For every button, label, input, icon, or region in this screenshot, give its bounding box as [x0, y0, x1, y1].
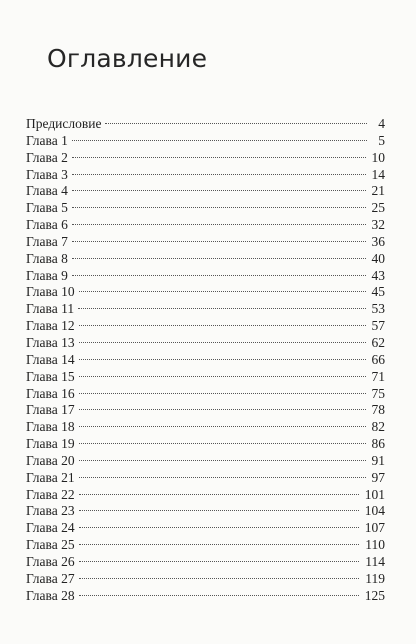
- dot-leader: [72, 157, 366, 158]
- toc-entry[interactable]: [26, 386, 385, 403]
- toc-entry-label: Глава 26: [26, 553, 75, 569]
- toc-entry-label: Глава 5: [26, 200, 68, 216]
- toc-entry[interactable]: [26, 503, 385, 520]
- dot-leader: [72, 140, 367, 141]
- toc-entry-page-number: 57: [371, 318, 385, 334]
- toc-entry-page-number: 25: [371, 200, 385, 216]
- toc-entry-page-number: 71: [371, 368, 385, 384]
- toc-entry-page-number: 125: [364, 587, 385, 603]
- toc-entry-page-number: 82: [371, 419, 385, 435]
- toc-entry-label: Глава 11: [26, 301, 75, 317]
- dot-leader: [79, 291, 366, 292]
- toc-entry[interactable]: [26, 453, 385, 470]
- dot-leader: [79, 359, 366, 360]
- toc-entry[interactable]: [26, 200, 385, 217]
- dot-leader: [72, 190, 366, 191]
- dot-leader: [78, 308, 365, 309]
- toc-entry-label: Глава 6: [26, 217, 68, 233]
- toc-entry-label: Глава 25: [26, 537, 75, 553]
- toc-entry-page-number: 45: [371, 284, 385, 300]
- toc-entry-page-number: 21: [371, 183, 385, 199]
- toc-entry-page-number: 119: [365, 570, 385, 586]
- toc-entry-page-number: 36: [371, 233, 385, 249]
- toc-entry-page-number: 101: [364, 486, 385, 502]
- toc-entry-label: Глава 3: [26, 166, 68, 182]
- toc-entry-label: Глава 15: [26, 368, 75, 384]
- table-of-contents: [26, 116, 385, 604]
- toc-entry[interactable]: [26, 318, 385, 335]
- toc-entry[interactable]: [26, 588, 385, 605]
- dot-leader: [72, 174, 366, 175]
- dot-leader: [79, 578, 360, 579]
- toc-entry-label: Глава 23: [26, 503, 75, 519]
- dot-leader: [72, 241, 366, 242]
- toc-entry[interactable]: [26, 116, 385, 133]
- toc-entry-label: Глава 28: [26, 587, 75, 603]
- dot-leader: [72, 258, 366, 259]
- toc-entry[interactable]: [26, 554, 385, 571]
- toc-entry[interactable]: [26, 335, 385, 352]
- toc-entry-page-number: 104: [364, 503, 385, 519]
- dot-leader: [79, 426, 366, 427]
- toc-entry-label: Глава 13: [26, 334, 75, 350]
- toc-entry[interactable]: [26, 470, 385, 487]
- toc-entry[interactable]: [26, 571, 385, 588]
- toc-entry[interactable]: [26, 234, 385, 251]
- toc-entry-page-number: 97: [371, 469, 385, 485]
- toc-entry-label: Глава 14: [26, 351, 75, 367]
- toc-entry-label: Глава 8: [26, 250, 68, 266]
- toc-entry-page-number: 43: [371, 267, 385, 283]
- toc-entry-page-number: 53: [371, 301, 385, 317]
- toc-entry-label: Глава 24: [26, 520, 75, 536]
- dot-leader: [79, 325, 366, 326]
- toc-entry-label: Глава 17: [26, 402, 75, 418]
- toc-entry[interactable]: [26, 183, 385, 200]
- toc-entry-label: Глава 10: [26, 284, 75, 300]
- toc-entry-page-number: 91: [371, 452, 385, 468]
- dot-leader: [79, 342, 366, 343]
- toc-entry-label: Глава 19: [26, 436, 75, 452]
- page-title: Оглавление: [47, 44, 208, 73]
- toc-entry[interactable]: [26, 301, 385, 318]
- toc-entry-page-number: 32: [371, 217, 385, 233]
- dot-leader: [79, 561, 360, 562]
- toc-entry-page-number: 86: [371, 436, 385, 452]
- dot-leader: [79, 595, 359, 596]
- toc-entry-page-number: 110: [365, 537, 385, 553]
- dot-leader: [79, 409, 366, 410]
- toc-entry-label: Глава 4: [26, 183, 68, 199]
- toc-entry-page-number: 114: [365, 553, 385, 569]
- toc-entry[interactable]: [26, 402, 385, 419]
- toc-entry[interactable]: [26, 268, 385, 285]
- dot-leader: [79, 393, 366, 394]
- dot-leader: [79, 460, 366, 461]
- dot-leader: [72, 207, 366, 208]
- toc-entry-page-number: 66: [371, 351, 385, 367]
- dot-leader: [105, 123, 367, 124]
- toc-entry[interactable]: [26, 133, 385, 150]
- toc-entry-label: Глава 18: [26, 419, 75, 435]
- toc-entry-label: Глава 22: [26, 486, 75, 502]
- toc-entry-label: Глава 2: [26, 149, 68, 165]
- toc-entry[interactable]: [26, 520, 385, 537]
- toc-entry-page-number: 10: [371, 149, 385, 165]
- dot-leader: [79, 477, 366, 478]
- toc-entry[interactable]: [26, 419, 385, 436]
- toc-entry-page-number: 40: [371, 250, 385, 266]
- toc-entry-page-number: 78: [371, 402, 385, 418]
- toc-entry[interactable]: [26, 369, 385, 386]
- toc-entry-label: Глава 9: [26, 267, 68, 283]
- toc-entry[interactable]: [26, 217, 385, 234]
- dot-leader: [79, 544, 360, 545]
- dot-leader: [79, 510, 359, 511]
- dot-leader: [72, 224, 366, 225]
- toc-entry-label: Глава 20: [26, 452, 75, 468]
- dot-leader: [79, 527, 359, 528]
- toc-entry-page-number: 62: [371, 334, 385, 350]
- dot-leader: [79, 443, 366, 444]
- toc-entry[interactable]: [26, 167, 385, 184]
- toc-entry-page-number: 5: [378, 132, 385, 148]
- toc-entry[interactable]: [26, 352, 385, 369]
- toc-entry-page-number: 14: [371, 166, 385, 182]
- toc-entry[interactable]: [26, 150, 385, 167]
- dot-leader: [79, 376, 366, 377]
- toc-entry[interactable]: [26, 537, 385, 554]
- toc-entry-label: Предисловие: [26, 116, 102, 131]
- toc-entry[interactable]: [26, 436, 385, 453]
- toc-entry-label: Глава 1: [26, 132, 68, 148]
- toc-entry[interactable]: [26, 487, 385, 504]
- toc-entry-label: Глава 21: [26, 469, 75, 485]
- toc-entry-label: Глава 12: [26, 318, 75, 334]
- toc-entry-page-number: 75: [371, 385, 385, 401]
- toc-entry-page-number: 107: [364, 520, 385, 536]
- toc-entry[interactable]: [26, 284, 385, 301]
- toc-entry-page-number: 4: [378, 116, 385, 131]
- dot-leader: [79, 494, 359, 495]
- toc-entry-label: Глава 16: [26, 385, 75, 401]
- toc-entry[interactable]: [26, 251, 385, 268]
- toc-entry-label: Глава 27: [26, 570, 75, 586]
- toc-entry-label: Глава 7: [26, 233, 68, 249]
- dot-leader: [72, 275, 366, 276]
